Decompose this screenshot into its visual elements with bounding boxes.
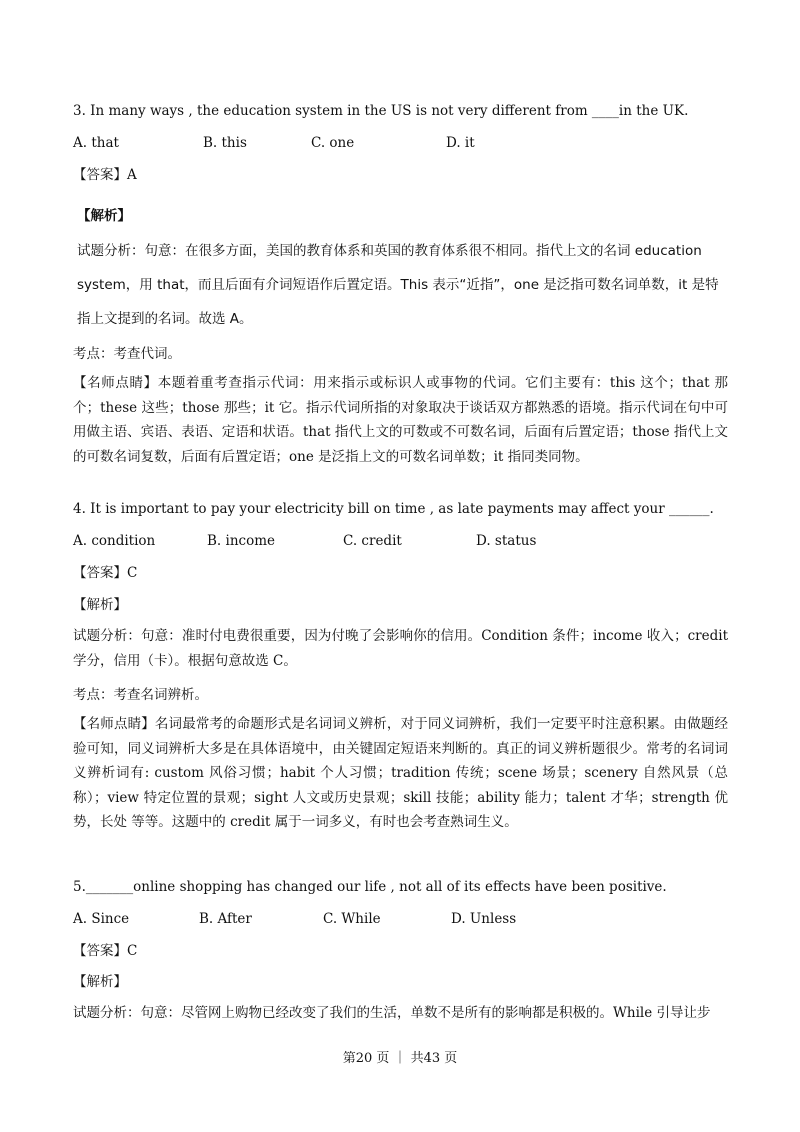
- q4-stem: 4. It is important to pay your electricity bill on time , as late payments may affect your ______.: [73, 501, 714, 517]
- q4-jiexi-text: 试题分析：句意：准时付电费很重要，因为付晚了会影响你的信用。Condition 条件；income 收入；credit 学分，信用（卡）。根据句意故选 C。: [73, 628, 728, 669]
- q4-option-b: B. income: [207, 533, 275, 549]
- q5-option-b: B. After: [199, 911, 252, 927]
- q3-option-a: A. that: [73, 135, 119, 151]
- q3-dianjing: 【名师点睛】本题着重考查指示代词：用来指示或标识人或事物的代词。它们主要有：this 这个；that 那个；these 这些；those 那些；it 它。指示代词所指的对象取决于谈话双方都熟悉的语境。指示代词在句中可用做主语、宾语、表语、定语和状语。that 指代上文的可数或不可数名词，后面有后置定语；those 指代上文的可数名词复数，后面有后置定语；one 是泛指上文的可数名词单数；it 指同类同物。: [73, 375, 728, 465]
- q3-option-c: C. one: [311, 135, 355, 151]
- q4-dianjing: 【名师点睛】名词最常考的命题形式是名词词义辨析，对于同义词辨析，我们一定要平时注意积累。由做题经验可知，同义词辨析大多是在具体语境中，由关键固定短语来判断的。真正的词义辨析题很少。常考的名词词义辨析词有: custom 风俗习惯；habit 个人习惯；tradition 传统；scene 场景；scenery 自然风景（总称）；view 特定位置的景观；sight 人文或历史景观；skill 技能；ability 能力；talent 才华；strength 优势，长处 等等。这题中的 credit 属于一词多义，有时也会考查熟词生义。: [73, 716, 728, 830]
- q5-answer: 【答案】C: [73, 943, 138, 959]
- q3-kaodian: 考点：考查代词。: [73, 346, 181, 362]
- q5-jiexi-label: 【解析】: [73, 974, 127, 990]
- q4-kaodian: 考点：考查名词辨析。: [73, 687, 208, 703]
- q5-option-a: A. Since: [73, 911, 130, 927]
- q3-option-b: B. this: [203, 135, 247, 151]
- q5-stem: 5._______online shopping has changed our life , not all of its effects have been positive.: [73, 879, 667, 895]
- q3-answer: 【答案】A: [73, 167, 137, 183]
- q3-jiexi-label: 【解析】: [77, 208, 131, 224]
- q4-option-d: D. status: [476, 533, 537, 549]
- q5-jiexi-text: 试题分析：句意：尽管网上购物已经改变了我们的生活，单数不是所有的影响都是积极的。While 引导让步: [73, 1005, 711, 1021]
- q4-answer: 【答案】C: [73, 565, 138, 581]
- q5-option-d: D. Unless: [451, 911, 517, 927]
- q4-option-a: A. condition: [73, 533, 156, 549]
- q4-jiexi-label: 【解析】: [73, 597, 127, 613]
- q3-jiexi-text: 试题分析：句意：在很多方面，美国的教育体系和英国的教育体系很不相同。指代上文的名词 education system，用 that，而且后面有介词短语作后置定语。This 表示“近指”，one 是泛指可数名词单数，it 是特指上文提到的名词。故选 A。: [77, 243, 719, 327]
- q5-option-c: C. While: [323, 911, 381, 927]
- page-footer: 第20 页 ｜ 共43 页: [342, 1051, 458, 1066]
- q3-option-d: D. it: [446, 135, 475, 151]
- q3-stem: 3. In many ways , the education system in the US is not very different from ____in the UK.: [73, 103, 689, 119]
- q4-option-c: C. credit: [343, 533, 402, 549]
